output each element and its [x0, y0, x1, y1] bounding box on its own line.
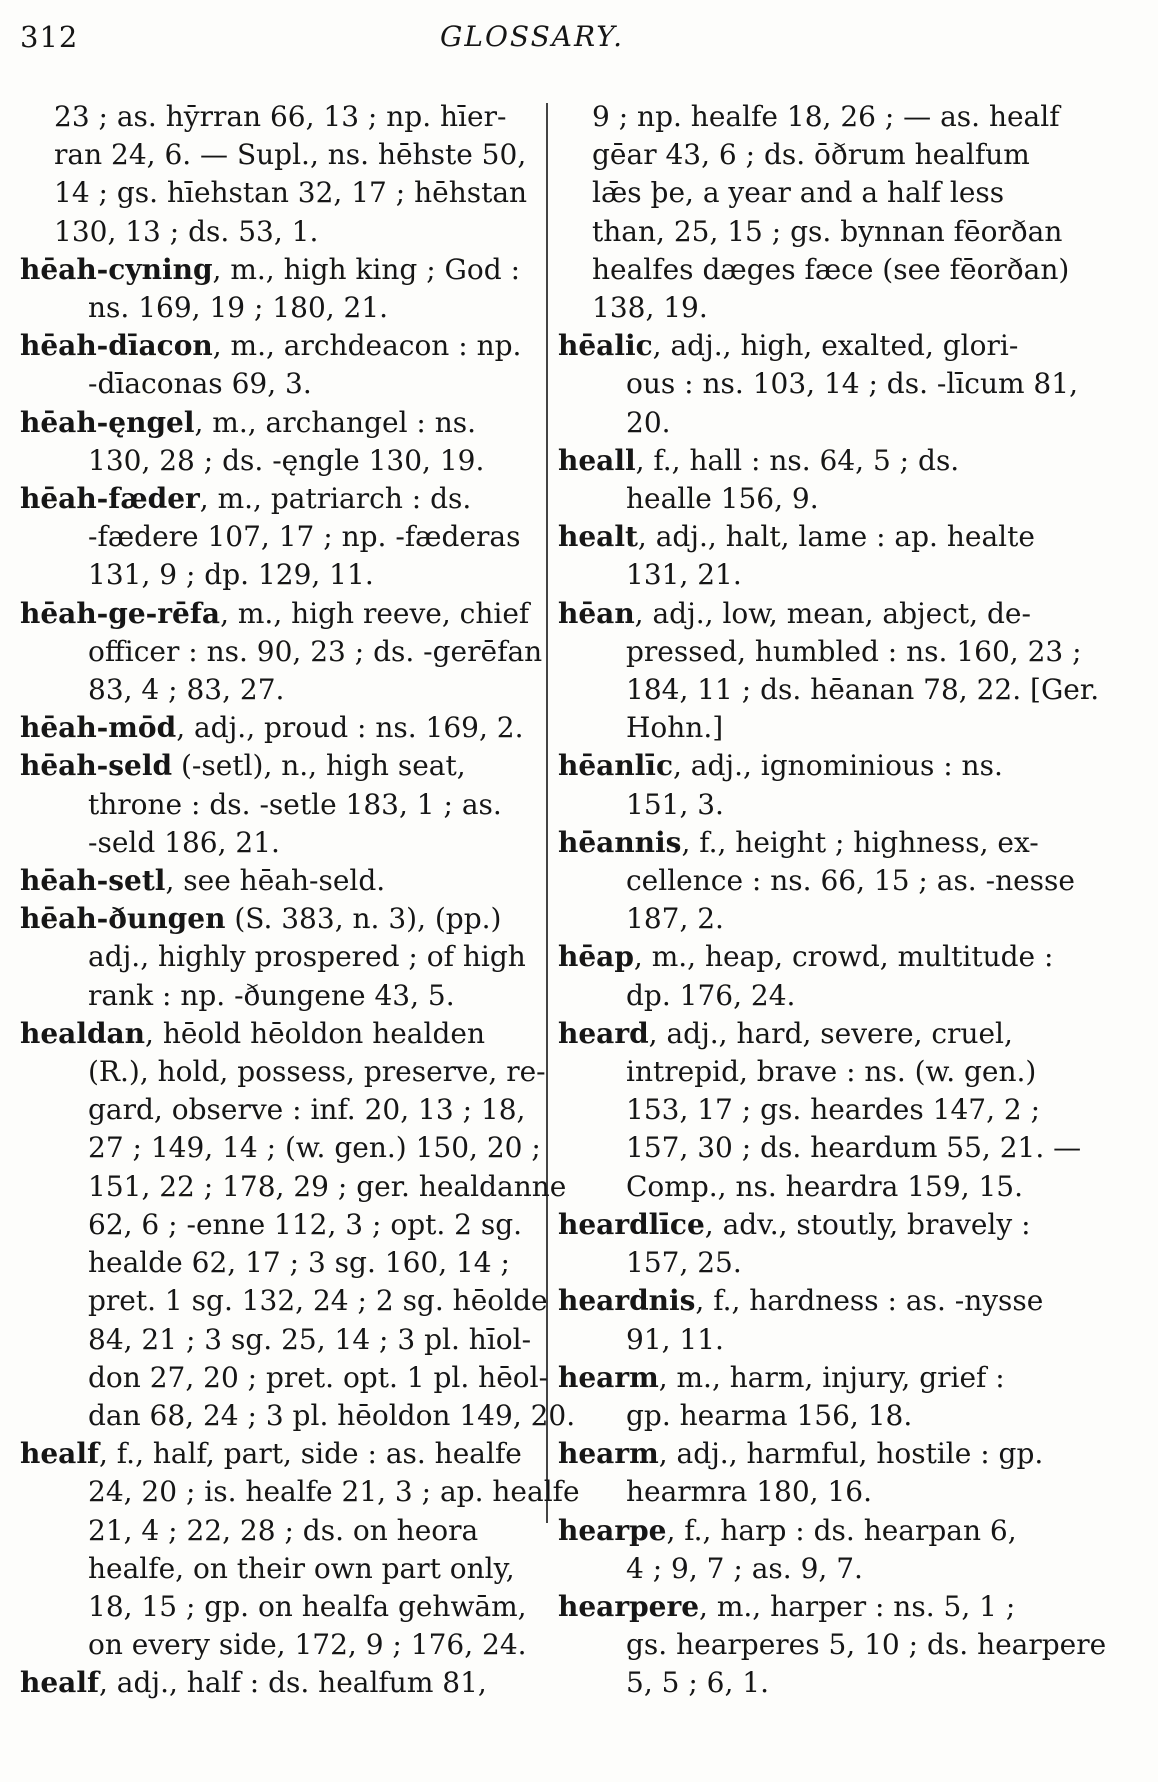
definition-line: , adj., low, mean, abject, de-	[634, 596, 1031, 630]
definition-line: , adj., ignominious : ns.	[673, 749, 1003, 783]
definition-line: , adj., proud : ns. 169, 2.	[176, 711, 524, 745]
definition-line: (R.), hold, possess, preserve, re-	[88, 1055, 546, 1089]
definition-line: dan 68, 24 ; 3 pl. hēoldon 149, 20.	[88, 1398, 576, 1432]
headword: hēah-mōd	[20, 711, 177, 745]
definition-line: 20.	[626, 405, 671, 439]
definition-line: 187, 2.	[626, 902, 724, 936]
definition-line: hearmra 180, 16.	[626, 1475, 872, 1509]
continued-line: lǣs þe, a year and a half less	[592, 176, 1005, 210]
definition-line: -dīaconas 69, 3.	[88, 367, 312, 401]
definition-line: , m., patriarch : ds.	[199, 482, 472, 516]
headword: healdan	[20, 1016, 146, 1050]
glossary-entry	[558, 747, 1088, 823]
headword: heard	[558, 1016, 649, 1050]
glossary-entry	[20, 1435, 580, 1664]
glossary-entry	[558, 1015, 1088, 1206]
definition-line: 5, 5 ; 6, 1.	[626, 1666, 769, 1700]
definition-line: healle 156, 9.	[626, 482, 819, 516]
definition-line: 151, 22 ; 178, 29 ; ger. healdanne	[88, 1169, 567, 1203]
headword: healf	[20, 1666, 99, 1700]
definition-line: , adj., harmful, hostile : gp.	[658, 1437, 1044, 1471]
definition-line: ns. 169, 19 ; 180, 21.	[88, 291, 389, 325]
headword: hēannis	[558, 825, 682, 859]
definition-line: , f., hall : ns. 64, 5 ; ds.	[635, 443, 960, 477]
headword: hearpere	[558, 1589, 700, 1623]
glossary-entry	[20, 709, 540, 747]
headword: healf	[20, 1437, 99, 1471]
definition-line: , adv., stoutly, bravely :	[704, 1207, 1031, 1241]
definition-line: Comp., ns. heardra 159, 15.	[626, 1169, 1024, 1203]
glossary-entry	[558, 824, 1088, 939]
definition-line: , adj., half : ds. healfum 81,	[99, 1666, 487, 1700]
definition-line: 18, 15 ; gp. on healfa gehwām,	[88, 1589, 527, 1623]
definition-line: healfe, on their own part only,	[88, 1551, 515, 1585]
definition-line: gard, observe : inf. 20, 13 ; 18,	[88, 1093, 526, 1127]
continued-line: 130, 13 ; ds. 53, 1.	[54, 214, 319, 248]
definition-line: , m., archangel : ns.	[194, 405, 477, 439]
definition-line: on every side, 172, 9 ; 176, 24.	[88, 1628, 527, 1662]
headword: hēah-ęngel	[20, 405, 195, 439]
left-column	[20, 98, 580, 1703]
headword: hearpe	[558, 1513, 667, 1547]
headword: healt	[558, 520, 638, 554]
definition-line: intrepid, brave : ns. (w. gen.)	[626, 1055, 1037, 1089]
definition-line: officer : ns. 90, 23 ; ds. -gerēfan	[88, 634, 543, 668]
definition-line: , f., harp : ds. hearpan 6,	[666, 1513, 1017, 1547]
glossary-entry	[558, 595, 1100, 748]
headword: hēah-cyning	[20, 252, 213, 286]
definition-line: 184, 11 ; ds. hēanan 78, 22. [Ger.	[626, 673, 1100, 707]
definition-line: 24, 20 ; is. healfe 21, 3 ; ap. healfe	[88, 1475, 580, 1509]
definition-line: , f., height ; highness, ex-	[681, 825, 1039, 859]
headword: heardlīce	[558, 1207, 705, 1241]
headword: hēah-dīacon	[20, 329, 213, 363]
glossary-entry	[558, 327, 1088, 442]
definition-line: 62, 6 ; -enne 112, 3 ; opt. 2 sg.	[88, 1207, 523, 1241]
glossary-entry	[20, 1664, 540, 1702]
continued-line: 9 ; np. healfe 18, 26 ; — as. healf	[592, 100, 1060, 133]
definition-line: gp. hearma 156, 18.	[626, 1398, 913, 1432]
definition-line: , adj., high, exalted, glori-	[652, 329, 1019, 363]
headword: hēah-ðungen	[20, 902, 226, 936]
definition-line: 130, 28 ; ds. -ęngle 130, 19.	[88, 443, 485, 477]
headword: hēalic	[558, 329, 653, 363]
definition-line: , m., harper : ns. 5, 1 ;	[699, 1589, 1016, 1623]
glossary-entry	[558, 518, 1088, 594]
glossary-entry	[558, 1588, 1107, 1703]
definition-line: -seld 186, 21.	[88, 825, 280, 859]
definition-line: throne : ds. -setle 183, 1 ; as.	[88, 787, 502, 821]
definition-line: 151, 3.	[626, 787, 724, 821]
right-column	[558, 98, 1107, 1703]
glossary-entry	[558, 938, 1088, 1014]
definition-line: , m., high king ; God :	[212, 252, 521, 286]
definition-line: adj., highly prospered ; of high	[88, 940, 526, 974]
headword: heardnis	[558, 1284, 696, 1318]
definition-line: , see hēah-seld.	[165, 864, 386, 898]
glossary-entry	[20, 480, 540, 595]
definition-line: don 27, 20 ; pret. opt. 1 pl. hēol-	[88, 1360, 549, 1394]
definition-line: 84, 21 ; 3 sg. 25, 14 ; 3 pl. hīol-	[88, 1322, 532, 1356]
glossary-entry	[20, 900, 540, 1015]
glossary-entry	[558, 1282, 1088, 1358]
page-number: 312	[20, 20, 79, 54]
definition-line: dp. 176, 24.	[626, 978, 796, 1012]
glossary-entry	[20, 747, 540, 862]
definition-line: 91, 11.	[626, 1322, 724, 1356]
definition-line: , m., heap, crowd, multitude :	[633, 940, 1054, 974]
definition-line: Hohn.]	[626, 711, 724, 745]
definition-line: 27 ; 149, 14 ; (w. gen.) 150, 20 ;	[88, 1131, 541, 1165]
glossary-entry	[20, 404, 540, 480]
definition-line: , hēold hēoldon healden	[145, 1016, 485, 1050]
definition-line: gs. hearperes 5, 10 ; ds. hearpere	[626, 1628, 1107, 1662]
glossary-entry	[20, 595, 543, 710]
glossary-entry	[558, 1512, 1088, 1588]
definition-line: , m., archdeacon : np.	[212, 329, 522, 363]
headword: hēap	[558, 940, 634, 974]
headword: heall	[558, 443, 636, 477]
definition-line: 83, 4 ; 83, 27.	[88, 673, 285, 707]
definition-line: pret. 1 sg. 132, 24 ; 2 sg. hēolde	[88, 1284, 548, 1318]
glossary-entry	[20, 327, 540, 403]
definition-line: 21, 4 ; 22, 28 ; ds. on heora	[88, 1513, 479, 1547]
definition-line: 4 ; 9, 7 ; as. 9, 7.	[626, 1551, 863, 1585]
glossary-entry	[20, 862, 540, 900]
continued-line: 23 ; as. hȳrran 66, 13 ; np. hīer-	[54, 100, 507, 133]
headword: hearm	[558, 1360, 659, 1394]
definition-line: pressed, humbled : ns. 160, 23 ;	[626, 634, 1082, 668]
glossary-entry	[20, 1015, 576, 1435]
definition-line: 157, 25.	[626, 1246, 742, 1280]
definition-line: (S. 383, n. 3), (pp.)	[225, 902, 502, 936]
definition-line: , adj., halt, lame : ap. healte	[637, 520, 1035, 554]
definition-line: , f., half, part, side : as. healfe	[99, 1437, 522, 1471]
glossary-entry	[558, 1206, 1088, 1282]
definition-line: healde 62, 17 ; 3 sg. 160, 14 ;	[88, 1246, 510, 1280]
definition-line: 157, 30 ; ds. heardum 55, 21. —	[626, 1131, 1082, 1165]
glossary-entry	[558, 1359, 1088, 1435]
continued-line: than, 25, 15 ; gs. bynnan fēorðan	[592, 214, 1063, 248]
continued-line: 138, 19.	[592, 291, 708, 325]
headword: hēanlīc	[558, 749, 673, 783]
continued-line: gēar 43, 6 ; ds. ōðrum healfum	[592, 138, 1030, 172]
page-title: GLOSSARY.	[440, 20, 625, 53]
headword: hearm	[558, 1437, 659, 1471]
definition-line: , adj., hard, severe, cruel,	[648, 1016, 1013, 1050]
definition-line: 131, 9 ; dp. 129, 11.	[88, 558, 374, 592]
glossary-entry	[20, 251, 540, 327]
headword: hēah-fæder	[20, 482, 200, 516]
headword: hēah-seld	[20, 749, 173, 783]
glossary-entry	[558, 442, 1088, 518]
definition-line: ous : ns. 103, 14 ; ds. -līcum 81,	[626, 367, 1078, 401]
headword: hēan	[558, 596, 635, 630]
definition-line: , f., hardness : as. -nysse	[695, 1284, 1044, 1318]
definition-line: cellence : ns. 66, 15 ; as. -nesse	[626, 864, 1075, 898]
definition-line: , m., high reeve, chief	[220, 596, 530, 630]
continued-line: healfes dæges fæce (see fēorðan)	[592, 252, 1070, 286]
definition-line: rank : np. -ðungene 43, 5.	[88, 978, 455, 1012]
definition-line: , m., harm, injury, grief :	[658, 1360, 1005, 1394]
definition-line: -fædere 107, 17 ; np. -fæderas	[88, 520, 521, 554]
continued-line: ran 24, 6. — Supl., ns. hēhste 50,	[54, 138, 527, 172]
continued-line: 14 ; gs. hīehstan 32, 17 ; hēhstan	[54, 176, 528, 210]
definition-line: (-setl), n., high seat,	[172, 749, 466, 783]
page-header	[0, 0, 1158, 54]
glossary-entry	[558, 1435, 1088, 1511]
headword: hēah-setl	[20, 864, 166, 898]
definition-line: 153, 17 ; gs. heardes 147, 2 ;	[626, 1093, 1041, 1127]
definition-line: 131, 21.	[626, 558, 742, 592]
headword: hēah-ge-rēfa	[20, 596, 221, 630]
